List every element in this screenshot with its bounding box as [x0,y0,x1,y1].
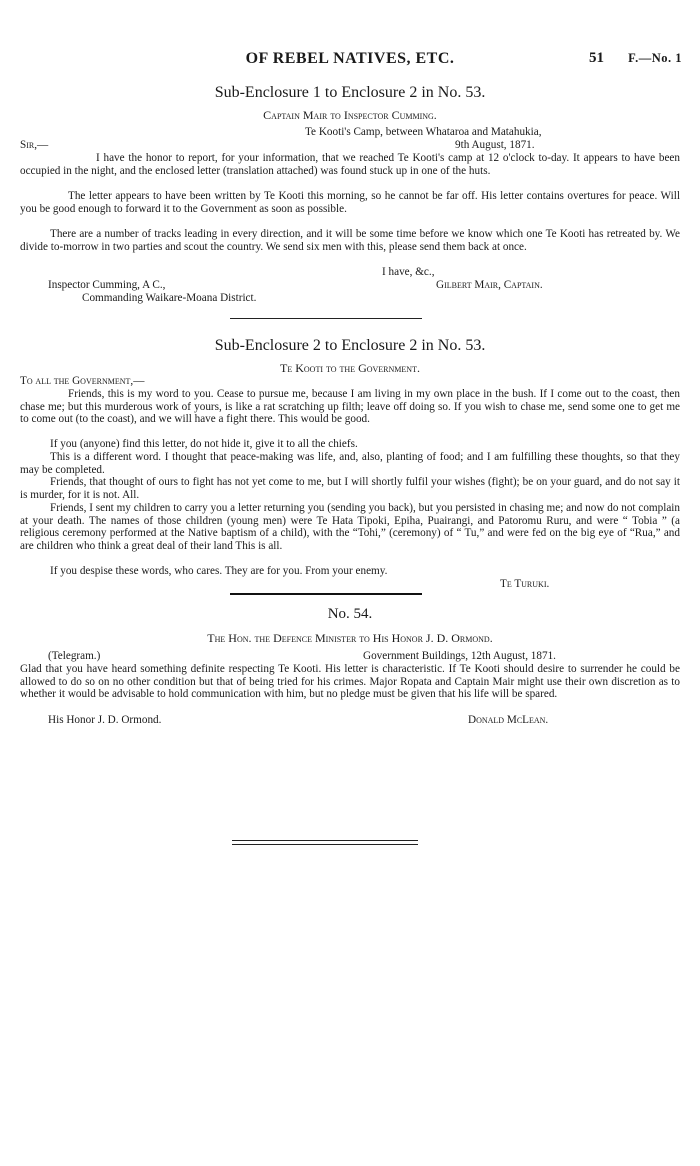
section-1-place: Te Kooti's Camp, between Whataroa and Matahukia, [305,126,542,138]
section-divider-1 [230,318,422,319]
section-2-byline: Te Kooti to the Government. [280,361,420,375]
document-reference: F.—No. 1 [628,51,682,65]
section-1-paragraph-2: The letter appears to have been written by Te Kooti this morning, so he cannot be far off. His letter contains overtures for peace. Will you be good enough to forward it to the Government as soon as possible. [20,190,680,215]
section-2-paragraph-1: Friends, this is my word to you. Cease to pursue me, because I am living in my own place in the bush. If I come out to the coast, then chase me; but this murderous work of yours, is like a rat scratching up filth; leave off doing so. If you wish to chase me, send some one to get me to come out (to the coast), and we will have a fight there. This would be good. [20,388,680,426]
section-1-addressee-1: Inspector Cumming, A C., [48,279,166,291]
section-3-byline: The Hon. the Defence Minister to His Honor J. D. Ormond. [207,631,493,645]
section-3-signature: Donald McLean. [468,714,549,726]
section-1-byline: Captain Mair to Inspector Cumming. [263,108,437,122]
page-number: 51 [589,50,604,66]
section-1-paragraph-3: There are a number of tracks leading in every direction, and it will be some time before we know which one Te Kooti has retreated by. We divide to-morrow in two parties and scout the country. We send six men with this, please send them back at once. [20,228,680,253]
section-2-paragraph-4: Friends, that thought of ours to fight has not yet come to me, but I will shortly fulfil your wishes (fight); be on your guard, and do not say it is murder, for it is not. All. [20,476,680,501]
section-1-paragraph-1: I have the honor to report, for your information, that we reached Te Kooti's camp at 12 o'clock to-day. It appears to have been occupied in the night, and the enclosed letter (translation attached) was found stuck up in one of the huts. [20,152,680,177]
section-2-paragraph-6: If you despise these words, who cares. They are for you. From your enemy. [50,565,388,577]
section-1-closing: I have, &c., [382,266,435,278]
running-title: OF REBEL NATIVES, ETC. [245,50,455,67]
end-rule-top [232,840,418,841]
section-3-telegram: (Telegram.) [48,650,101,662]
section-3-paragraph: Glad that you have heard something definite respecting Te Kooti. His letter is characteristic. If Te Kooti should desire to surrender he could be allowed to do so on no other condition but that of being tried for his crimes. Major Ropata and Captain Mair might use their own discretion as to whether it would be advisable to hold communication with him, but no pledge must be given that his life will be spared. [20,663,680,701]
section-divider-2 [230,593,422,595]
section-2-title: Sub-Enclosure 2 to Enclosure 2 in No. 53. [214,337,486,354]
section-1-title: Sub-Enclosure 1 to Enclosure 2 in No. 53. [214,84,486,101]
section-2-paragraph-5: Friends, I sent my children to carry you a letter returning you (sending you back), but you persisted in chasing me; and now do not complain at your death. The names of those children (young men) were Te Hata Tipoki, Epiha, Puairangi, and Patoromu Ruru, and were “ Tobia ” (a religious ceremony performed at the Native baptism of a child), with the “Tohi,” (ceremony) of “ Tu,” and were fed on the big eye of “Rua,” and are children who think a great deal of their land This is all. [20,502,680,552]
section-2-paragraph-2: If you (anyone) find this letter, do not hide it, give it to all the chiefs. [50,438,358,450]
section-3-dateline: Government Buildings, 12th August, 1871. [363,650,556,662]
section-2-salutation: To all the Government,— [20,375,145,387]
section-1-salutation: Sir,— [20,139,49,151]
section-3-title: No. 54. [327,606,373,622]
section-1-date: 9th August, 1871. [455,139,535,151]
section-2-paragraph-3: This is a different word. I thought that peace-making was life, and, also, planting of food; and I am fulfilling these thoughts, so that they may be completed. [20,451,680,476]
end-rule-bottom [232,844,418,845]
page-header [18,50,682,70]
section-1-signature: Gilbert Mair, Captain. [436,279,543,291]
section-1-addressee-2: Commanding Waikare-Moana District. [82,292,257,304]
section-3-addressee: His Honor J. D. Ormond. [48,714,162,726]
section-2-signature: Te Turuki. [500,578,550,590]
